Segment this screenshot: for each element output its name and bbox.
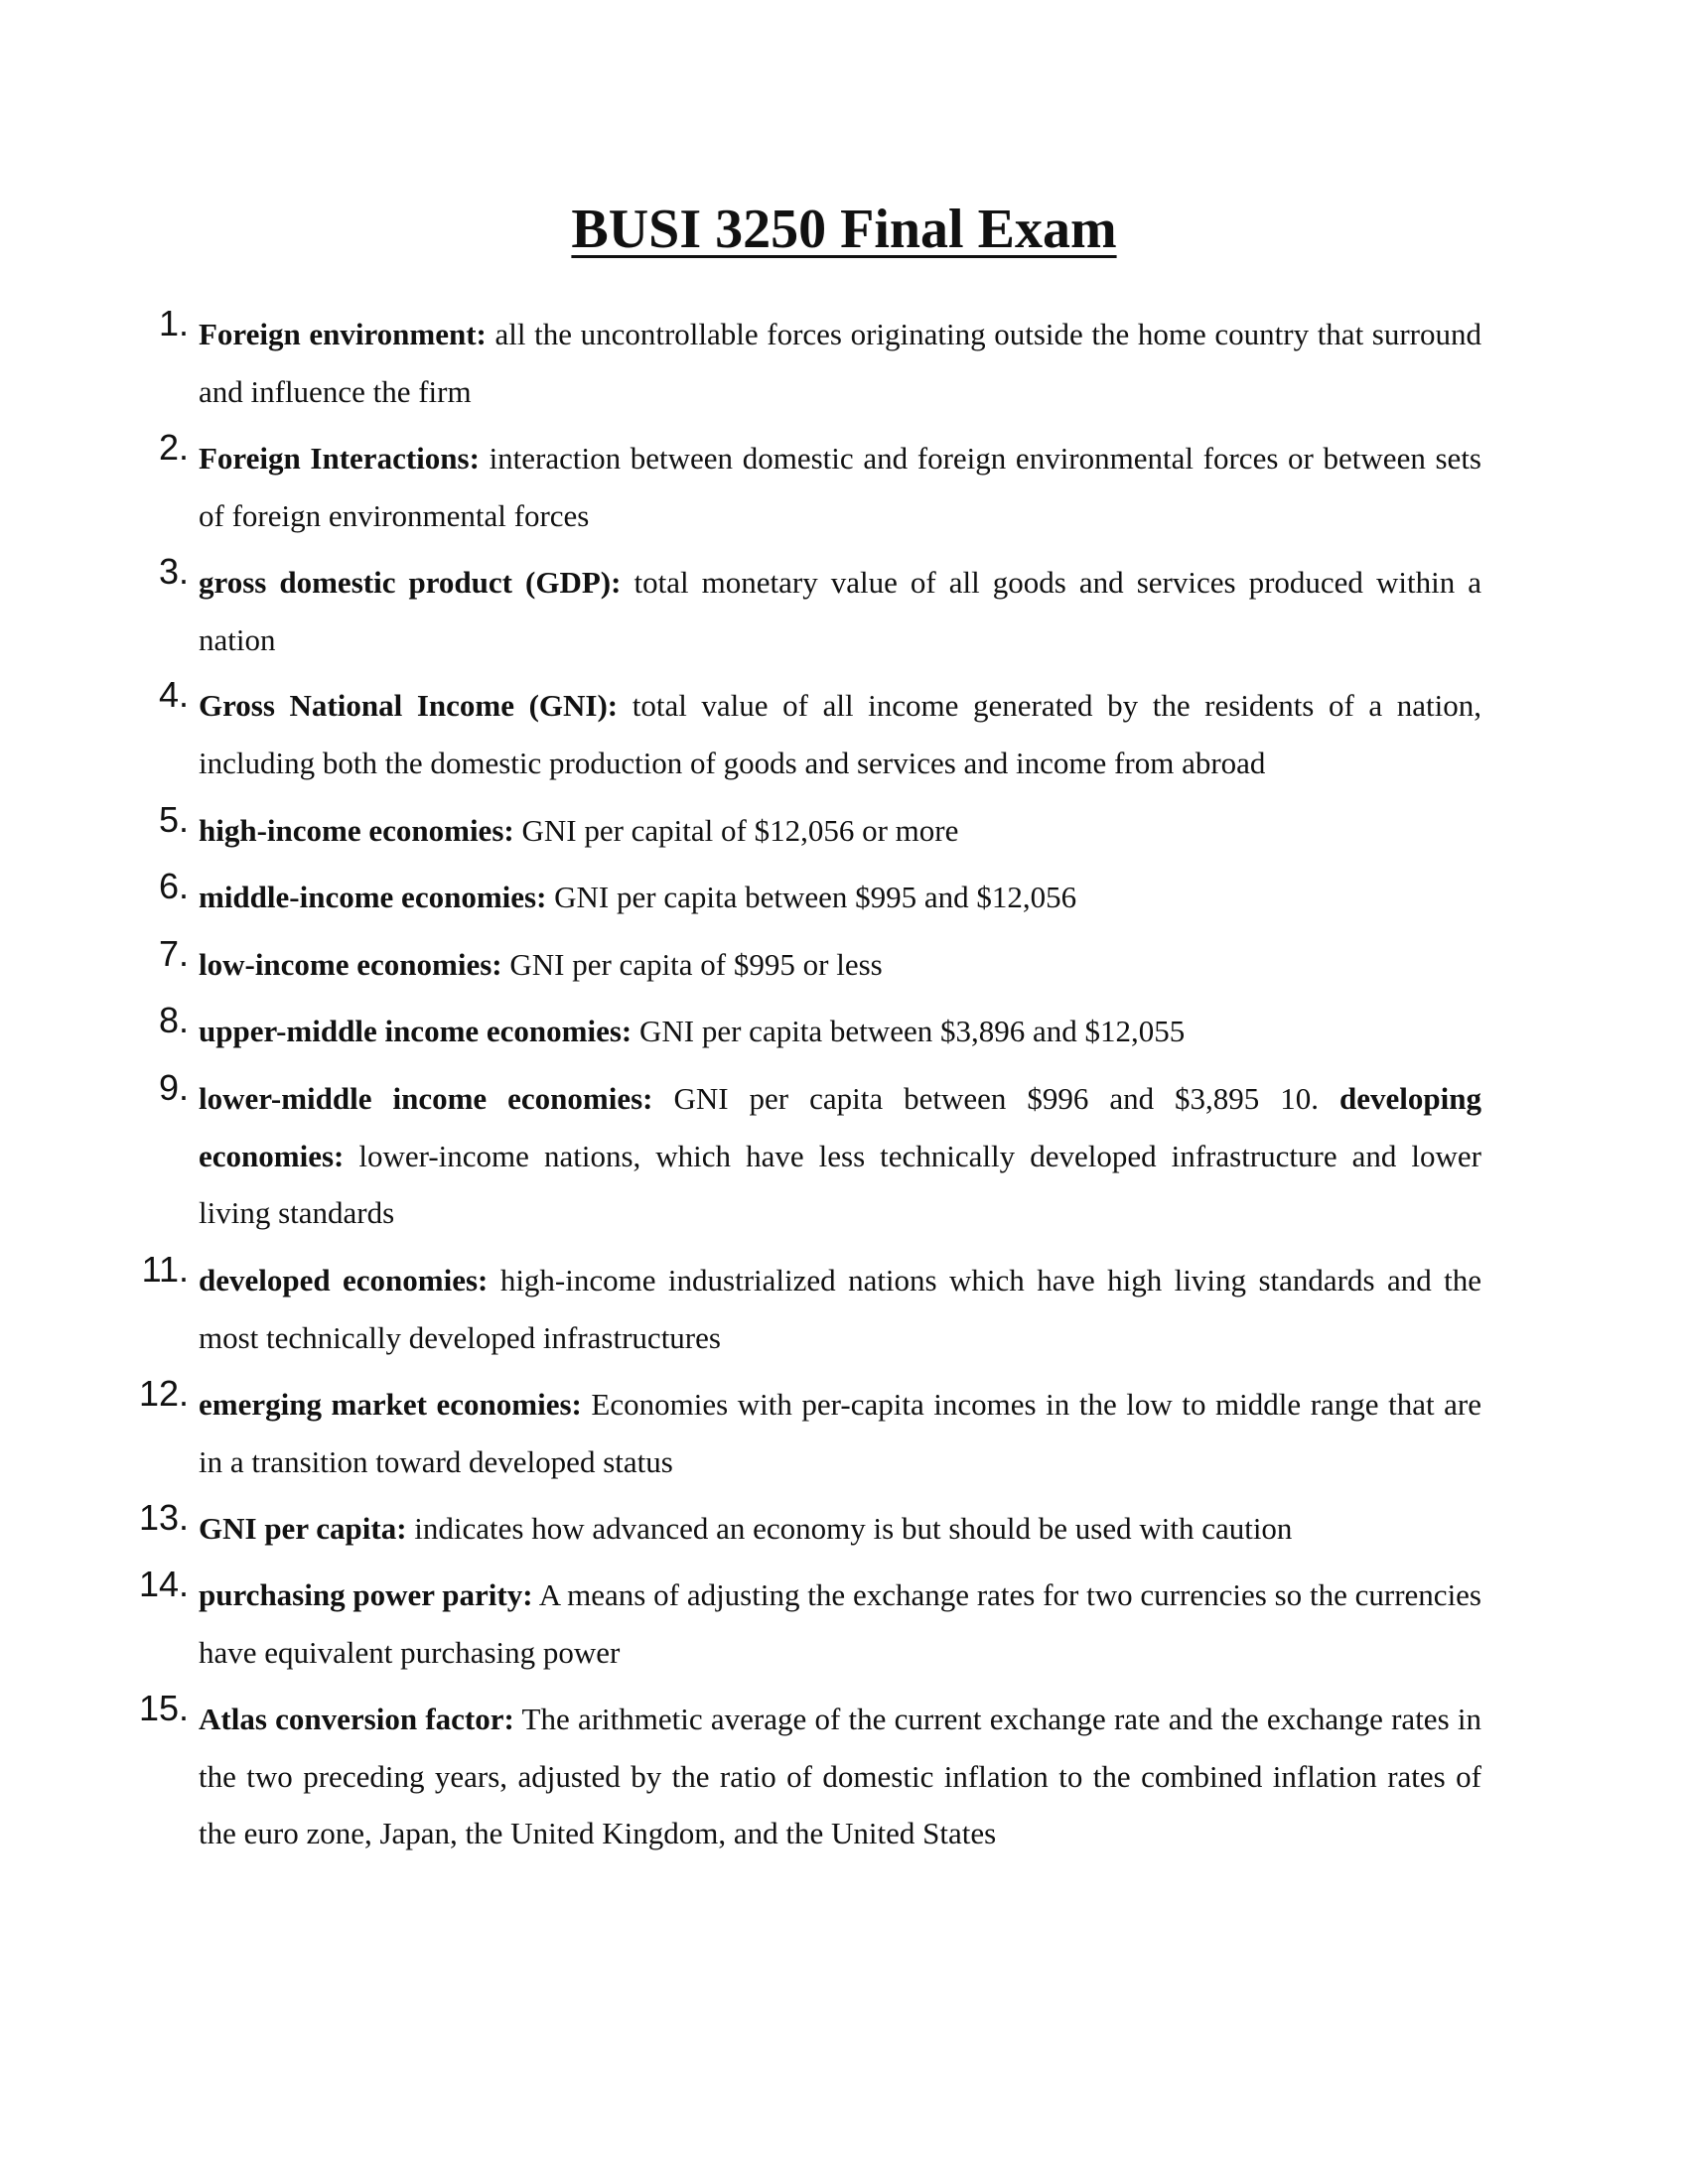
item-definition: The arithmetic average of the current exchange rate and the exchange rates in the two preceding years, adjusted by the ratio of domestic inflation to the combined inflation rates of the euro zone, Japan, the United Kingdom, and the United States bbox=[199, 1702, 1481, 1850]
item-number: 3. bbox=[158, 551, 189, 592]
item-definition: GNI per capita between $996 and $3,895 10. bbox=[673, 1081, 1320, 1116]
item-number: 7. bbox=[158, 933, 189, 974]
item-number: 6. bbox=[158, 866, 189, 906]
item-definition: indicates how advanced an economy is but should be used with caution bbox=[414, 1511, 1293, 1546]
item-term: middle-income economies: bbox=[199, 880, 547, 914]
item-text bbox=[199, 1070, 1481, 1242]
item-number: 2. bbox=[158, 427, 189, 468]
item-number: 8. bbox=[158, 1000, 189, 1040]
item-definition: interaction between domestic and foreign environmental forces or between sets of foreign environmental forces bbox=[199, 441, 1481, 533]
item-number: 14. bbox=[138, 1564, 189, 1604]
item-definition-secondary: lower-income nations, which have less technically developed infrastructure and lower living standards bbox=[199, 1138, 1481, 1230]
item-term: purchasing power parity: bbox=[199, 1577, 533, 1612]
item-term: low-income economies: bbox=[199, 947, 502, 982]
item-term: high-income economies: bbox=[199, 813, 514, 848]
item-term: Foreign environment: bbox=[199, 317, 487, 351]
item-text bbox=[199, 306, 1481, 420]
item-text bbox=[199, 869, 1481, 926]
item-term: Gross National Income (GNI): bbox=[199, 688, 619, 723]
item-term: Foreign Interactions: bbox=[199, 441, 480, 476]
item-term-secondary: developing economies: bbox=[199, 1081, 1481, 1173]
item-number: 12. bbox=[138, 1373, 189, 1414]
item-term: Atlas conversion factor: bbox=[199, 1702, 514, 1736]
item-number: 15. bbox=[138, 1688, 189, 1728]
item-definition: GNI per capita of $995 or less bbox=[509, 947, 883, 982]
item-term: upper-middle income economies: bbox=[199, 1014, 633, 1048]
item-text bbox=[199, 1003, 1481, 1060]
item-text bbox=[199, 1252, 1481, 1366]
item-term: developed economies: bbox=[199, 1263, 489, 1297]
item-text bbox=[199, 1500, 1481, 1558]
item-term: gross domestic product (GDP): bbox=[199, 565, 622, 600]
item-text bbox=[199, 677, 1481, 791]
item-number: 9. bbox=[158, 1067, 189, 1108]
item-number: 13. bbox=[138, 1497, 189, 1538]
page-title-text: BUSI 3250 Final Exam bbox=[571, 199, 1117, 260]
item-definition: high-income industrialized nations which have high living standards and the most technically developed infrastructures bbox=[199, 1263, 1481, 1355]
item-text bbox=[199, 430, 1481, 544]
item-definition: total value of all income generated by the residents of a nation, including both the domestic production of goods and services and income from abroad bbox=[199, 688, 1482, 780]
item-definition: GNI per capital of $12,056 or more bbox=[521, 813, 959, 848]
item-term: lower-middle income economies: bbox=[199, 1081, 653, 1116]
item-text bbox=[199, 554, 1481, 668]
item-number: 11. bbox=[141, 1249, 189, 1290]
item-definition: all the uncontrollable forces originating outside the home country that surround and influence the firm bbox=[199, 317, 1482, 409]
item-text bbox=[199, 802, 1481, 860]
item-definition: GNI per capita between $995 and $12,056 bbox=[554, 880, 1077, 914]
item-definition: total monetary value of all goods and services produced within a nation bbox=[199, 565, 1481, 657]
item-text bbox=[199, 1567, 1481, 1681]
item-definition: A means of adjusting the exchange rates for two currencies so the currencies have equivalent purchasing power bbox=[199, 1577, 1482, 1670]
item-number: 4. bbox=[158, 674, 189, 715]
page-title bbox=[0, 195, 1688, 264]
item-definition: Economies with per-capita incomes in the low to middle range that are in a transition toward developed status bbox=[199, 1387, 1482, 1479]
item-term: GNI per capita: bbox=[199, 1511, 407, 1546]
item-text bbox=[199, 1376, 1481, 1490]
item-term: emerging market economies: bbox=[199, 1387, 582, 1422]
item-definition: GNI per capita between $3,896 and $12,055 bbox=[639, 1014, 1186, 1048]
item-number: 1. bbox=[158, 303, 189, 343]
item-text bbox=[199, 1691, 1481, 1862]
item-text bbox=[199, 936, 1481, 994]
item-number: 5. bbox=[158, 799, 189, 840]
